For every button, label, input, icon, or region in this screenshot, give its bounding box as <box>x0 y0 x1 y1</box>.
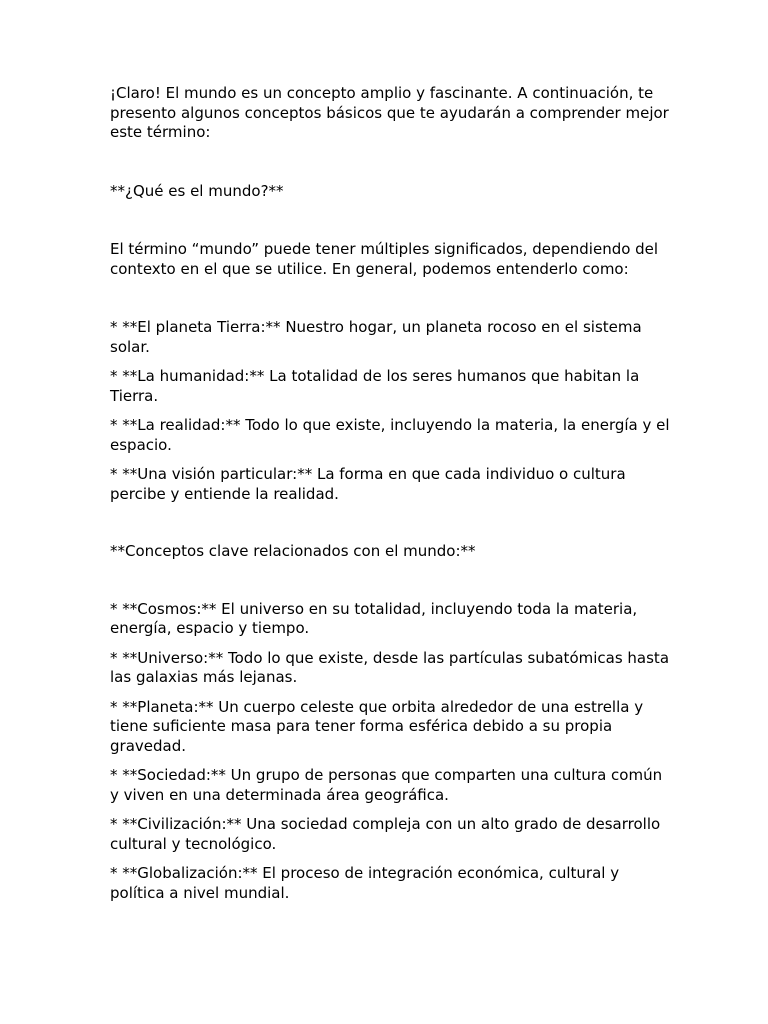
section-heading-what-is-world: **¿Qué es el mundo?** <box>110 181 284 200</box>
section-heading-key-concepts: **Conceptos clave relacionados con el mundo:** <box>110 542 476 560</box>
list-item: * **Universo:** Todo lo que existe, desde las partículas subatómicas hasta las galaxias más lejanas. <box>110 648 670 686</box>
definition-paragraph: El término “mundo” puede tener múltiples significados, dependiendo del contexto en el que se utilice. En general, podemos entenderlo como: <box>110 240 659 278</box>
list-item: * **Una visión particular:** La forma en que cada individuo o cultura percibe y entiende la realidad. <box>110 465 626 503</box>
list-item: * **La humanidad:** La totalidad de los seres humanos que habitan la Tierra. <box>110 367 640 405</box>
document-page <box>110 84 670 913</box>
list-item: * **Planeta:** Un cuerpo celeste que orbita alrededor de una estrella y tiene suficiente masa para tener forma esférica debido a su propia gravedad. <box>110 697 644 755</box>
intro-paragraph: ¡Claro! El mundo es un concepto amplio y fascinante. A continuación, te presento algunos conceptos básicos que te ayudarán a comprender mejor este término: <box>110 84 669 141</box>
list-item: * **El planeta Tierra:** Nuestro hogar, un planeta rocoso en el sistema solar. <box>110 318 642 356</box>
list-item: * **Cosmos:** El universo en su totalidad, incluyendo toda la materia, energía, espacio y tiempo. <box>110 599 638 637</box>
list-item: * **La realidad:** Todo lo que existe, incluyendo la materia, la energía y el espacio. <box>110 416 670 454</box>
meanings-list <box>110 318 670 504</box>
concepts-list <box>110 600 670 904</box>
list-item: * **Globalización:** El proceso de integración económica, cultural y política a nivel mundial. <box>110 864 620 902</box>
list-item: * **Civilización:** Una sociedad compleja con un alto grado de desarrollo cultural y tecnológico. <box>110 815 661 853</box>
list-item: * **Sociedad:** Un grupo de personas que comparten una cultura común y viven en una determinada área geográfica. <box>110 766 663 804</box>
